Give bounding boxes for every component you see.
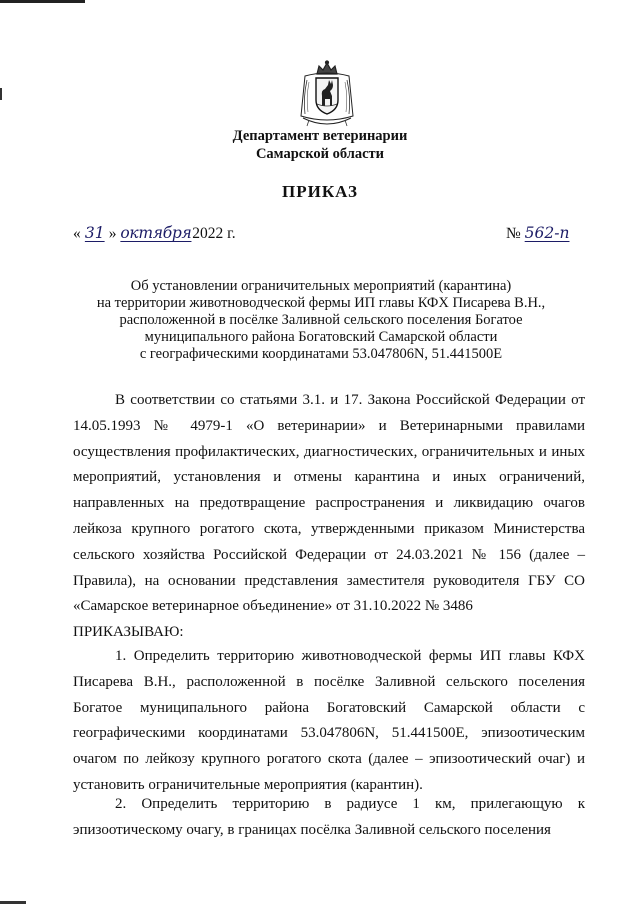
preamble-block — [73, 388, 585, 646]
order-item-1-block — [73, 644, 585, 799]
date-month-handwritten: октября — [120, 224, 192, 242]
subject-line: с географическими координатами 53.047806N, 51.441500E — [139, 346, 503, 362]
preamble-paragraph: В соответствии со статьями 3.1. и 17. Закона Российской Федерации от 14.05.1993 № 4979-1 «О ветеринарии» и Ветеринарными правилами осуществления профилактических, диагностических, ограничительных и иных мероприятий, установления и отмены карантина и иных ограничений, направленных на предотвращение распространения и ликвидацию очагов лейкоза крупного рогатого скота, утвержденными приказом Министерства сельского хозяйства Российской Федерации от 24.03.2021 № 156 (далее – Правила), на основании представления заместителя руководителя ГБУ СО «Самарское ветеринарное объединение» от 31.10.2022 № 3486 — [73, 392, 585, 615]
date-day-handwritten: 31 — [84, 224, 105, 242]
document-number — [506, 224, 569, 243]
document-subject — [60, 278, 582, 363]
scan-mark-top — [0, 0, 85, 3]
scan-mark-bottom — [0, 901, 26, 904]
number-value-handwritten: 562-п — [524, 224, 570, 242]
date-quote-close: » — [108, 225, 117, 242]
department-name-line2: Самарской области — [255, 146, 385, 162]
date-year: 2022 г. — [192, 225, 236, 242]
order-word: ПРИКАЗЫВАЮ: — [73, 624, 184, 641]
department-name-line1: Департамент ветеринарии — [232, 128, 408, 144]
order-item-2: 2. Определить территорию в радиусе 1 км, прилегающую к эпизоотическому очагу, в границах посёлка Заливной сельского поселения — [73, 796, 585, 838]
subject-line: расположенной в посёлке Заливной сельского поселения Богатое — [119, 312, 523, 328]
date-quote-open: « — [73, 225, 81, 242]
subject-line: на территории животноводческой фермы ИП главы КФХ Писарева В.Н., — [96, 295, 546, 311]
subject-line: муниципального района Богатовский Самарской области — [144, 329, 498, 345]
order-item-2-block — [73, 792, 585, 844]
number-prefix: № — [506, 225, 521, 242]
samara-region-coat-of-arms-icon — [295, 60, 359, 128]
order-item-1: 1. Определить территорию животноводческой фермы ИП главы КФХ Писарева В.Н., расположенной в посёлке Заливной сельского поселения Богатое муниципального района Богатовский Самарской области с географическими координатами 53.047806N, 51.441500E, эпизоотическим очагом по лейкозу крупного рогатого скота (далее – эпизоотический очаг) и установить ограничительные мероприятия (карантин). — [73, 648, 585, 793]
document-date — [73, 224, 236, 243]
document-title: ПРИКАЗ — [282, 182, 358, 201]
subject-line: Об установлении ограничительных мероприятий (карантина) — [130, 278, 512, 294]
scan-mark-left — [0, 88, 2, 100]
